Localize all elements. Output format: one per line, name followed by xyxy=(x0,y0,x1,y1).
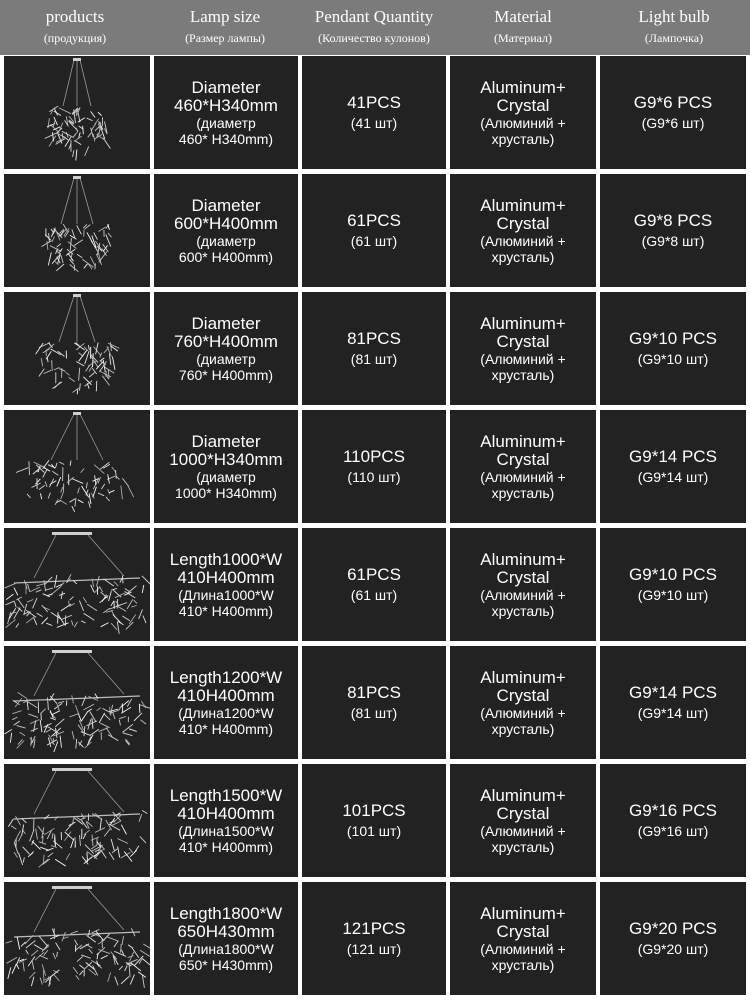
quantity-value: 81PCS xyxy=(347,329,401,348)
bulb-value-ru: (G9*16 шт) xyxy=(637,823,709,839)
header-sublabel: (Размер лампы) xyxy=(185,31,265,45)
header-sublabel: (Материал) xyxy=(493,31,553,45)
size-line: 1000*H340mm xyxy=(169,449,283,469)
size-line-ru: 760* H400mm) xyxy=(178,366,274,383)
material-line-ru: (Алюминий + xyxy=(480,704,566,721)
size-line: 600*H400mm xyxy=(174,213,278,233)
header-label: Light bulb xyxy=(638,7,710,26)
bulb-value-ru: (G9*10 шт) xyxy=(637,587,709,603)
pendant-quantity-cell xyxy=(302,174,446,287)
header-sublabel: (продукция) xyxy=(43,31,107,45)
lamp-size-cell xyxy=(154,528,298,641)
size-line: Diameter xyxy=(191,195,261,215)
header-label: Lamp size xyxy=(189,7,261,26)
chandelier-image xyxy=(4,764,150,877)
quantity-value-ru: (110 шт) xyxy=(347,469,401,485)
lamp-size-cell xyxy=(154,764,298,877)
table-row xyxy=(0,174,750,287)
material-line-ru: хрусталь) xyxy=(491,956,555,973)
size-line-ru: (диаметр xyxy=(196,350,256,367)
quantity-value: 61PCS xyxy=(347,565,401,584)
product-image-cell xyxy=(4,292,150,405)
material-line: Aluminum+ xyxy=(480,431,566,451)
material-cell xyxy=(450,528,596,641)
material-line: Aluminum+ xyxy=(480,77,566,97)
size-line-ru: (Длина1000*W xyxy=(178,586,274,603)
material-line: Crystal xyxy=(496,331,550,351)
header-material xyxy=(448,0,598,55)
pendant-quantity-cell xyxy=(302,764,446,877)
bulb-value: G9*8 PCS xyxy=(633,211,713,230)
material-cell xyxy=(450,56,596,169)
quantity-value: 121PCS xyxy=(342,919,406,938)
size-line: Length1200*W xyxy=(169,667,283,687)
bulb-value-ru: (G9*8 шт) xyxy=(641,233,705,249)
light-bulb-cell xyxy=(600,646,746,759)
material-line: Aluminum+ xyxy=(480,667,566,687)
table-row xyxy=(0,882,750,995)
material-line-ru: (Алюминий + xyxy=(480,586,566,603)
bulb-value: G9*16 PCS xyxy=(629,801,717,820)
material-line: Crystal xyxy=(496,685,550,705)
chandelier-image xyxy=(4,528,150,641)
material-line: Aluminum+ xyxy=(480,313,566,333)
material-line: Crystal xyxy=(496,449,550,469)
quantity-value-ru: (121 шт) xyxy=(346,941,402,957)
material-line: Aluminum+ xyxy=(480,785,566,805)
quantity-value-ru: (81 шт) xyxy=(350,351,398,367)
material-line: Aluminum+ xyxy=(480,549,566,569)
size-line-ru: 650* H430mm) xyxy=(178,956,274,973)
quantity-value-ru: (81 шт) xyxy=(350,705,398,721)
size-line-ru: 600* H400mm) xyxy=(178,248,274,265)
light-bulb-cell xyxy=(600,528,746,641)
size-line-ru: 410* H400mm) xyxy=(178,602,274,619)
bulb-value-ru: (G9*14 шт) xyxy=(637,469,709,485)
table-row xyxy=(0,410,750,523)
material-line-ru: (Алюминий + xyxy=(480,232,566,249)
pendant-quantity-cell xyxy=(302,410,446,523)
product-image-cell xyxy=(4,646,150,759)
size-line-ru: (Длина1500*W xyxy=(178,822,274,839)
material-line-ru: хрусталь) xyxy=(491,130,555,147)
material-line-ru: (Алюминий + xyxy=(480,350,566,367)
material-line-ru: (Алюминий + xyxy=(480,114,566,131)
material-cell xyxy=(450,764,596,877)
bulb-value-ru: (G9*20 шт) xyxy=(637,941,709,957)
quantity-value-ru: (61 шт) xyxy=(350,587,398,603)
light-bulb-cell xyxy=(600,882,746,995)
pendant-quantity-cell xyxy=(302,292,446,405)
material-line: Crystal xyxy=(496,213,550,233)
material-line-ru: хрусталь) xyxy=(491,720,555,737)
size-line: 650H430mm xyxy=(177,921,275,941)
light-bulb-cell xyxy=(600,764,746,877)
material-line: Aluminum+ xyxy=(480,903,566,923)
size-line: 410H400mm xyxy=(177,803,275,823)
size-line-ru: 410* H400mm) xyxy=(178,838,274,855)
material-line-ru: хрусталь) xyxy=(491,248,555,265)
chandelier-image xyxy=(4,410,150,523)
bulb-value: G9*20 PCS xyxy=(629,919,717,938)
product-image-cell xyxy=(4,882,150,995)
size-line: Diameter xyxy=(191,313,261,333)
lamp-size-cell xyxy=(154,56,298,169)
table-row xyxy=(0,528,750,641)
bulb-value: G9*14 PCS xyxy=(629,683,717,702)
bulb-value-ru: (G9*14 шт) xyxy=(637,705,709,721)
bulb-value: G9*10 PCS xyxy=(629,329,717,348)
material-line-ru: хрусталь) xyxy=(491,602,555,619)
quantity-value: 41PCS xyxy=(347,93,401,112)
material-cell xyxy=(450,882,596,995)
light-bulb-cell xyxy=(600,292,746,405)
lamp-size-cell xyxy=(154,646,298,759)
product-image-cell xyxy=(4,174,150,287)
size-line-ru: (диаметр xyxy=(196,114,256,131)
product-image-cell xyxy=(4,528,150,641)
size-line: 410H400mm xyxy=(177,567,275,587)
bulb-value-ru: (G9*10 шт) xyxy=(637,351,709,367)
size-line-ru: (Длина1800*W xyxy=(178,940,274,957)
product-image-cell xyxy=(4,764,150,877)
chandelier-image xyxy=(4,174,150,287)
pendant-quantity-cell xyxy=(302,56,446,169)
size-line: 410H400mm xyxy=(177,685,275,705)
size-line-ru: (диаметр xyxy=(196,232,256,249)
size-line: 460*H340mm xyxy=(174,95,278,115)
material-cell xyxy=(450,174,596,287)
size-line-ru: (Длина1200*W xyxy=(178,704,274,721)
lamp-size-cell xyxy=(154,882,298,995)
material-cell xyxy=(450,292,596,405)
material-line: Crystal xyxy=(496,921,550,941)
chandelier-image xyxy=(4,292,150,405)
header-products xyxy=(0,0,150,55)
material-line-ru: (Алюминий + xyxy=(480,822,566,839)
chandelier-image xyxy=(4,646,150,759)
material-cell xyxy=(450,646,596,759)
table-row xyxy=(0,764,750,877)
material-line: Crystal xyxy=(496,95,550,115)
size-line: Length1000*W xyxy=(169,549,283,569)
size-line: Length1500*W xyxy=(169,785,283,805)
light-bulb-cell xyxy=(600,174,746,287)
material-line-ru: хрусталь) xyxy=(491,366,555,383)
size-line-ru: 460* H340mm) xyxy=(178,130,274,147)
quantity-value-ru: (41 шт) xyxy=(350,115,398,131)
material-line: Crystal xyxy=(496,567,550,587)
header-lamp-size xyxy=(150,0,300,55)
table-row xyxy=(0,56,750,169)
lamp-size-cell xyxy=(154,292,298,405)
material-line-ru: (Алюминий + xyxy=(480,940,566,957)
header-label: Material xyxy=(494,7,552,26)
size-line: Length1800*W xyxy=(169,903,283,923)
quantity-value: 81PCS xyxy=(347,683,401,702)
chandelier-image xyxy=(4,882,150,995)
bulb-value: G9*10 PCS xyxy=(629,565,717,584)
quantity-value: 61PCS xyxy=(347,211,401,230)
header-sublabel: (Лампочка) xyxy=(644,31,704,45)
header-pendant-quantity xyxy=(300,0,448,55)
bulb-value-ru: (G9*6 шт) xyxy=(641,115,705,131)
size-line-ru: (диаметр xyxy=(196,468,256,485)
pendant-quantity-cell xyxy=(302,882,446,995)
bulb-value: G9*14 PCS xyxy=(629,447,717,466)
quantity-value: 101PCS xyxy=(342,801,406,820)
light-bulb-cell xyxy=(600,410,746,523)
product-image-cell xyxy=(4,56,150,169)
material-line-ru: (Алюминий + xyxy=(480,468,566,485)
table-row xyxy=(0,646,750,759)
header-light-bulb xyxy=(598,0,750,55)
size-line-ru: 1000* H340mm) xyxy=(175,484,277,501)
lamp-size-cell xyxy=(154,174,298,287)
product-image-cell xyxy=(4,410,150,523)
size-line-ru: 410* H400mm) xyxy=(178,720,274,737)
material-line: Crystal xyxy=(496,803,550,823)
pendant-quantity-cell xyxy=(302,646,446,759)
bulb-value: G9*6 PCS xyxy=(633,93,713,112)
size-line: Diameter xyxy=(191,77,261,97)
material-line-ru: хрусталь) xyxy=(491,484,555,501)
header-label: products xyxy=(45,7,105,26)
material-line: Aluminum+ xyxy=(480,195,566,215)
light-bulb-cell xyxy=(600,56,746,169)
size-line: Diameter xyxy=(191,431,261,451)
quantity-value-ru: (61 шт) xyxy=(350,233,398,249)
material-line-ru: хрусталь) xyxy=(491,838,555,855)
header-label: Pendant Quantity xyxy=(314,7,434,26)
table-header xyxy=(0,0,750,55)
chandelier-image xyxy=(4,56,150,169)
quantity-value-ru: (101 шт) xyxy=(346,823,402,839)
header-sublabel: (Количество кулонов) xyxy=(318,31,430,45)
size-line: 760*H400mm xyxy=(174,331,278,351)
quantity-value: 110PCS xyxy=(342,447,406,466)
pendant-quantity-cell xyxy=(302,528,446,641)
table-row xyxy=(0,292,750,405)
lamp-size-cell xyxy=(154,410,298,523)
material-cell xyxy=(450,410,596,523)
